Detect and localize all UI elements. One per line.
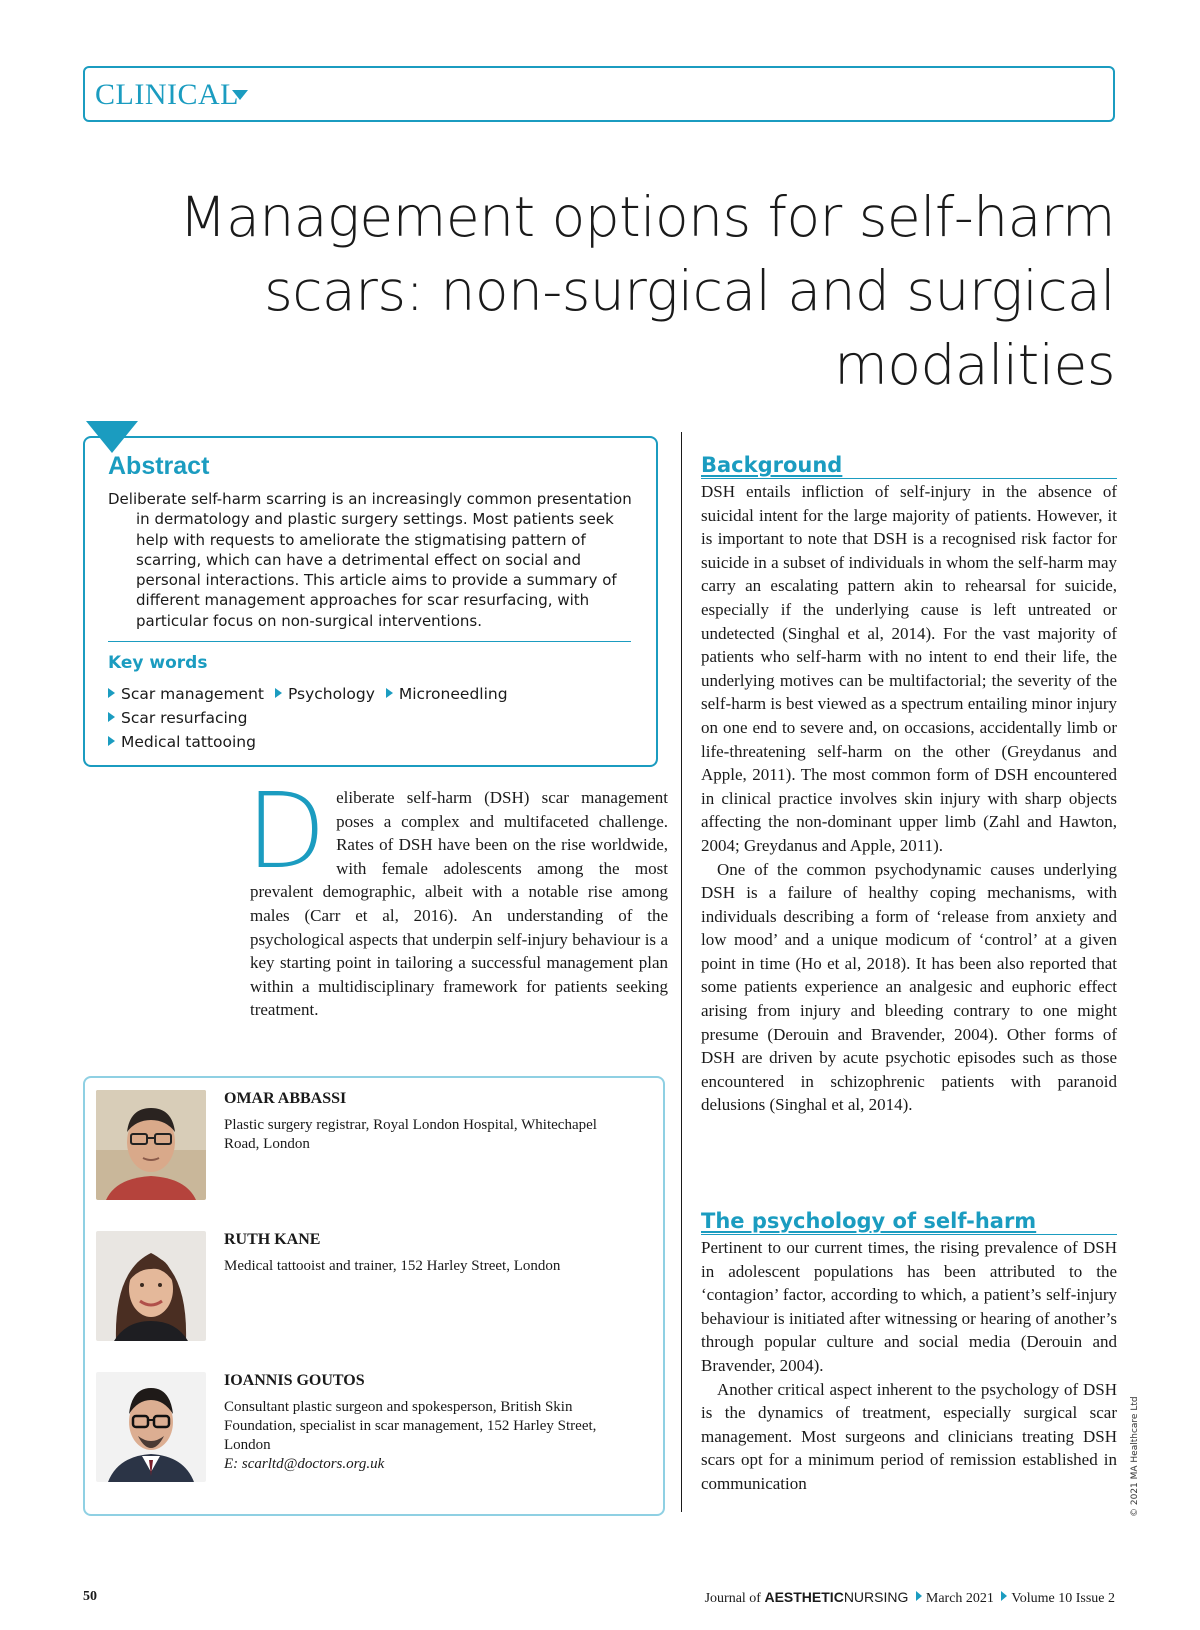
keyword-item: Psychology [275, 682, 375, 706]
drop-cap: D [246, 770, 327, 892]
arrow-right-icon [386, 688, 393, 698]
portrait-icon [96, 1090, 206, 1200]
article-title: Management options for self-harm scars: non-surgical and surgical modalities [179, 185, 1115, 397]
section-header-bar [83, 66, 1115, 122]
section-heading-psychology: The psychology of self-harm [701, 1208, 1117, 1235]
arrow-right-icon [1001, 1591, 1007, 1601]
paragraph: Another critical aspect inherent to the psychology of DSH is the dynamics of treatment, especially surgical scar management. Most surgeons and clinicians treating DSH scars opt for a minimum period of remission established in communication [701, 1379, 1117, 1493]
arrow-right-icon [108, 688, 115, 698]
author-name: IOANNIS GOUTOS [224, 1372, 365, 1389]
journal-brand: AESTHETIC [764, 1589, 844, 1605]
portrait-icon [96, 1372, 206, 1482]
author-affiliation: Consultant plastic surgeon and spokesperson, British Skin Foundation, specialist in scar management, 152 Harley Street, London E: scarltd@doctors.org.uk [224, 1399, 597, 1472]
column-divider [681, 432, 682, 1512]
background-body [701, 480, 1117, 1117]
paragraph: Pertinent to our current times, the rising prevalence of DSH in adolescent populations has been attributed to the ‘contagion’ factor, according to which, a patient’s self-injury behaviour is initiated after witnessing or hearing of another’s through popular culture and social media (Derouin and Bravender, 2004). [701, 1238, 1117, 1375]
arrow-right-icon [916, 1591, 922, 1601]
triangle-marker-icon [86, 421, 138, 453]
keyword-item: Microneedling [386, 682, 508, 706]
paragraph: DSH entails infliction of self-injury in the absence of suicidal intent for the large majority of patients. However, it is important to note that DSH is a recognised risk factor for suicide in a subset of individuals in whom the self-harm may carry an escalating pattern akin to rehearsal for suicide, especially if the underlying cause is left untreated or undetected (Singhal et al, 2014). For the vast majority of patients who self-harm with no intent to end their life, the underlying motives can be multifactorial; the severity of the self-harm is best viewed as a spectrum entailing minor injury on one end to severe and, on occasions, accidentally limb or life-threatening self-harm on the other (Greydanus and Apple, 2011). The most common form of DSH encountered in clinical practice involves skin injury with sharp objects affecting the non-dominant upper limb (Zahl and Hawton, 2004; Greydanus and Apple, 2011). [701, 482, 1117, 855]
abstract-text: Deliberate self-harm scarring is an increasingly common presentation in dermatology and plastic surgery settings. Most patients seek help with requests to ameliorate the stigmatising pattern of scarring, which can have a detrimental effect on social and personal interactions. This article aims to provide a summary of different management approaches for scar resurfacing, with particular focus on non-surgical interventions. [108, 490, 632, 630]
arrow-right-icon [275, 688, 282, 698]
portrait-icon [96, 1231, 206, 1341]
intro-paragraph [246, 770, 668, 1022]
abstract-divider [108, 641, 631, 642]
caret-down-icon [232, 90, 248, 100]
author-name: RUTH KANE [224, 1231, 321, 1248]
abstract-heading: Abstract [108, 452, 210, 480]
psychology-body [701, 1236, 1117, 1496]
page-number: 50 [83, 1589, 97, 1604]
intro-text: eliberate self-harm (DSH) scar management poses a complex and multifaceted challenge. Rates of DSH have been on the rise worldwide, with female adolescents among the most prevalent demographic, albeit with a notable rise among males (Carr et al, 2016). An understanding of the psychological aspects that underpin self-injury behaviour is a key starting point in tailoring a successful management plan within a multidisciplinary framework for patients seeking treatment. [250, 788, 668, 1020]
paragraph: One of the common psychodynamic causes underlying DSH is a failure of healthy coping mechanisms, with individuals describing a form of ‘release from anxiety and low mood’ and a unique modicum of ‘control’ at a given point in time (Ho et al, 2018). It has been also reported that some patients experience an analgesic and euphoric effect arising from injury and bleeding contrary to one might presume (Derouin and Bravender, 2004). Other forms of DSH are driven by acute psychotic episodes such as those encountered in schizophrenic patients with paranoid delusions (Singhal et al, 2014). [701, 859, 1117, 1115]
keyword-item: Medical tattooing [108, 730, 256, 754]
author-photo-abbassi [96, 1090, 206, 1200]
author-email: E: scarltd@doctors.org.uk [224, 1456, 385, 1472]
author-photo-goutos [96, 1372, 206, 1482]
section-heading-background: Background [701, 452, 1117, 479]
keywords-list [108, 682, 628, 754]
author-affiliation: Medical tattooist and trainer, 152 Harley Street, London [224, 1258, 561, 1274]
author-affiliation: Plastic surgery registrar, Royal London Hospital, Whitechapel Road, London [224, 1117, 597, 1152]
author-name: OMAR ABBASSI [224, 1090, 347, 1107]
issue-volume: Volume 10 Issue 2 [1011, 1591, 1115, 1606]
keywords-heading: Key words [108, 653, 208, 673]
keyword-item: Scar management [108, 682, 264, 706]
section-label: CLINICAL [95, 78, 239, 111]
arrow-right-icon [108, 712, 115, 722]
copyright-notice: © 2021 MA Healthcare Ltd [1130, 1396, 1140, 1517]
issue-date: March 2021 [925, 1591, 994, 1606]
journal-footer: Journal of AESTHETICNURSING March 2021 Volume 10 Issue 2 [704, 1589, 1115, 1606]
keyword-item: Scar resurfacing [108, 706, 247, 730]
arrow-right-icon [108, 736, 115, 746]
author-photo-kane [96, 1231, 206, 1341]
